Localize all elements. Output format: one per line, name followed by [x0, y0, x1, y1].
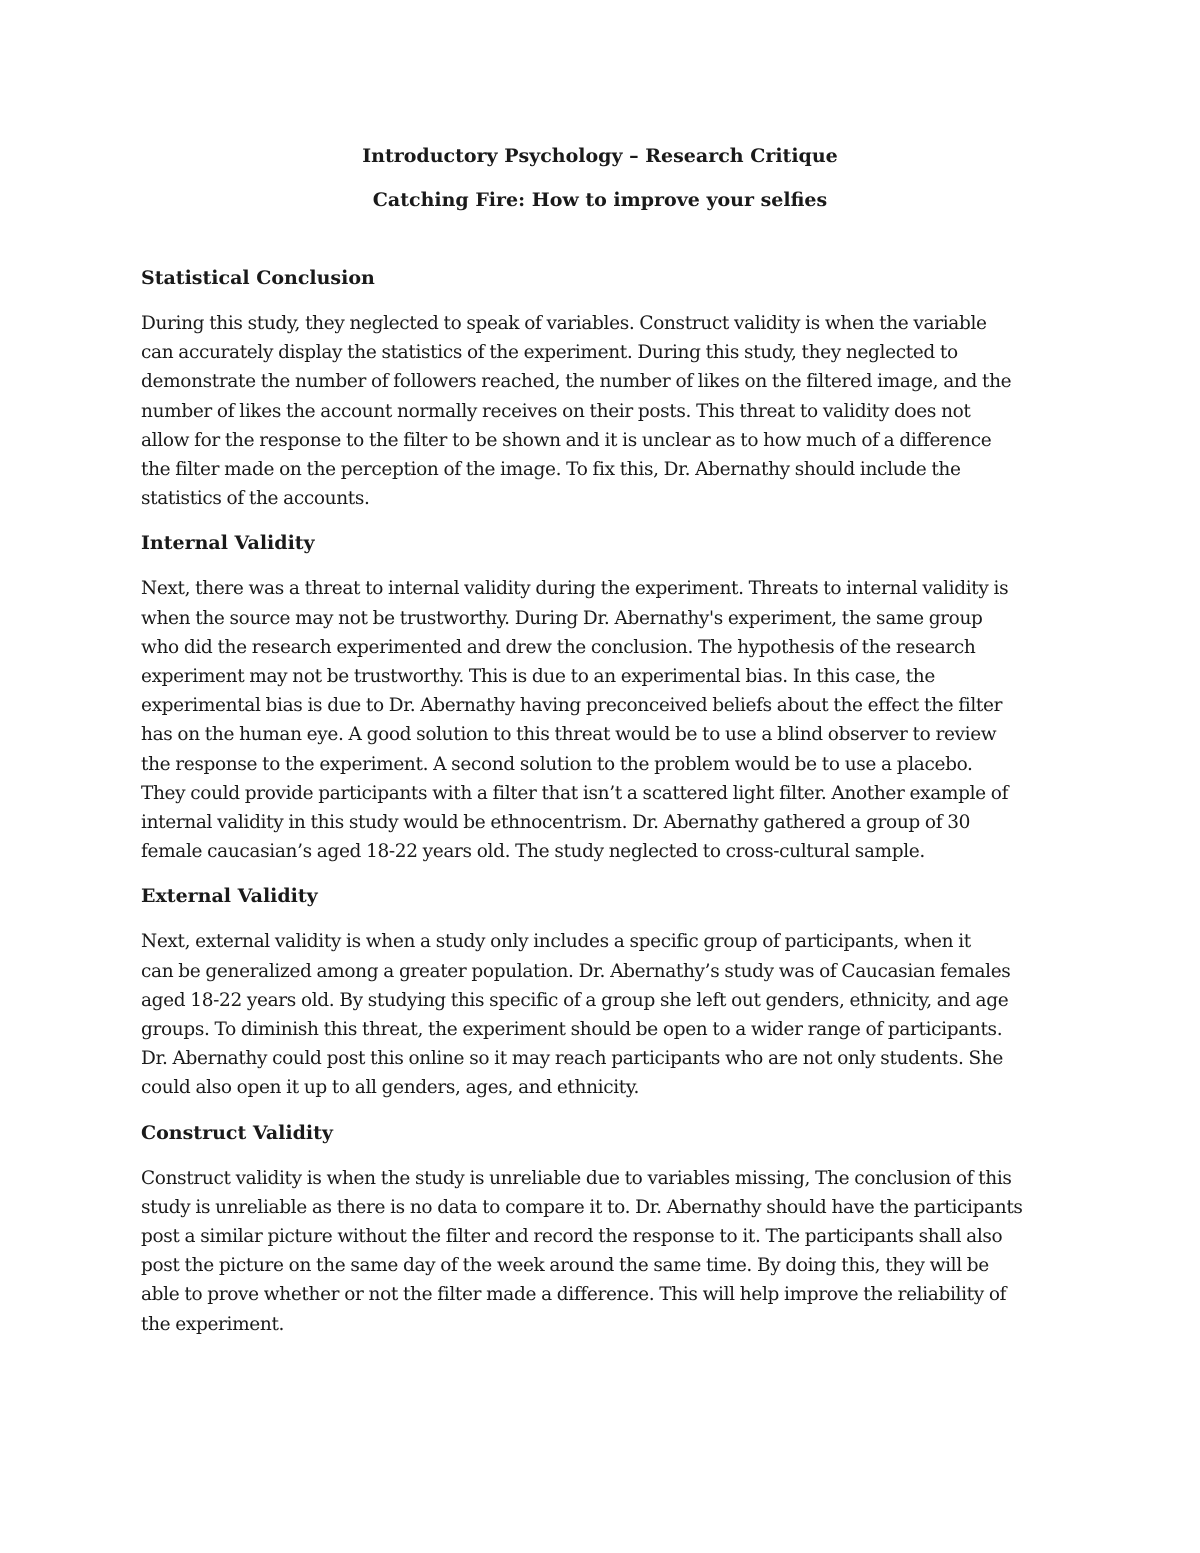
section-paragraph: [141, 574, 1067, 866]
section-heading: Construct Validity: [141, 1121, 333, 1144]
section-paragraph: [141, 1164, 1067, 1339]
paragraph-line: who did the research experimented and drew the conclusion. The hypothesis of the research: [141, 636, 976, 658]
paragraph-line: They could provide participants with a filter that isn’t a scattered light filter. Another example of: [141, 782, 1009, 804]
paragraph-line: Next, external validity is when a study only includes a specific group of participants, when it: [141, 931, 971, 953]
section-statistical-conclusion: [141, 264, 1067, 513]
paragraph-line: aged 18-22 years old. By studying this specific of a group she left out genders, ethnicity, and age: [141, 989, 1009, 1011]
paragraph-line: the response to the experiment. A second solution to the problem would be to use a placebo.: [141, 753, 973, 775]
section-internal-validity: [141, 529, 1067, 866]
section-external-validity: [141, 882, 1067, 1102]
paragraph-line: when the source may not be trustworthy. During Dr. Abernathy's experiment, the same group: [141, 607, 983, 629]
document-subtitle: Catching Fire: How to improve your selfies: [372, 189, 828, 211]
paragraph-line: post the picture on the same day of the week around the same time. By doing this, they will be: [141, 1255, 989, 1277]
paragraph-line: able to prove whether or not the filter made a difference. This will help improve the reliability of: [141, 1284, 1007, 1306]
paragraph-line: number of likes the account normally receives on their posts. This threat to validity does not: [141, 400, 971, 422]
section-heading: Statistical Conclusion: [141, 267, 375, 289]
paragraph-line: groups. To diminish this threat, the experiment should be open to a wider range of participants.: [141, 1019, 1003, 1041]
paragraph-line: the experiment.: [141, 1313, 285, 1335]
section-paragraph: [141, 309, 1067, 513]
paragraph-line: Dr. Abernathy could post this online so it may reach participants who are not only students. She: [141, 1048, 1004, 1070]
paragraph-line: experiment may not be trustworthy. This is due to an experimental bias. In this case, the: [141, 666, 935, 688]
paragraph-line: could also open it up to all genders, ages, and ethnicity.: [141, 1077, 640, 1099]
paragraph-line: statistics of the accounts.: [141, 488, 370, 510]
paragraph-line: can be generalized among a greater population. Dr. Abernathy’s study was of Caucasian females: [141, 960, 1011, 982]
section-paragraph: [141, 927, 1067, 1102]
paragraph-line: can accurately display the statistics of the experiment. During this study, they neglected to: [141, 342, 958, 364]
paragraph-line: During this study, they neglected to speak of variables. Construct validity is when the variable: [141, 313, 987, 334]
paragraph-line: Construct validity is when the study is unreliable due to variables missing, The conclusion of this: [141, 1167, 1012, 1189]
paragraph-line: demonstrate the number of followers reached, the number of likes on the filtered image, and the: [141, 371, 1012, 393]
section-heading: External Validity: [141, 885, 318, 908]
section-construct-validity: [141, 1119, 1067, 1339]
paragraph-line: has on the human eye. A good solution to this threat would be to use a blind observer to review: [141, 724, 997, 746]
paragraph-line: study is unreliable as there is no data to compare it to. Dr. Abernathy should have the participants: [141, 1196, 1023, 1218]
paragraph-line: allow for the response to the filter to be shown and it is unclear as to how much of a difference: [141, 429, 992, 451]
document-body: [141, 264, 1067, 1355]
paragraph-line: the filter made on the perception of the image. To fix this, Dr. Abernathy should include the: [141, 459, 961, 481]
paragraph-line: post a similar picture without the filter and record the response to it. The participants shall also: [141, 1226, 1003, 1248]
paragraph-line: experimental bias is due to Dr. Abernathy having preconceived beliefs about the effect the filter: [141, 695, 1003, 717]
paragraph-line: female caucasian’s aged 18-22 years old. The study neglected to cross-cultural sample.: [141, 841, 925, 863]
paragraph-line: internal validity in this study would be ethnocentrism. Dr. Abernathy gathered a group of 30: [141, 812, 971, 834]
paragraph-line: Next, there was a threat to internal validity during the experiment. Threats to internal validity is: [141, 578, 1009, 600]
document-title: Introductory Psychology – Research Critique: [362, 145, 838, 167]
section-heading: Internal Validity: [141, 532, 315, 555]
